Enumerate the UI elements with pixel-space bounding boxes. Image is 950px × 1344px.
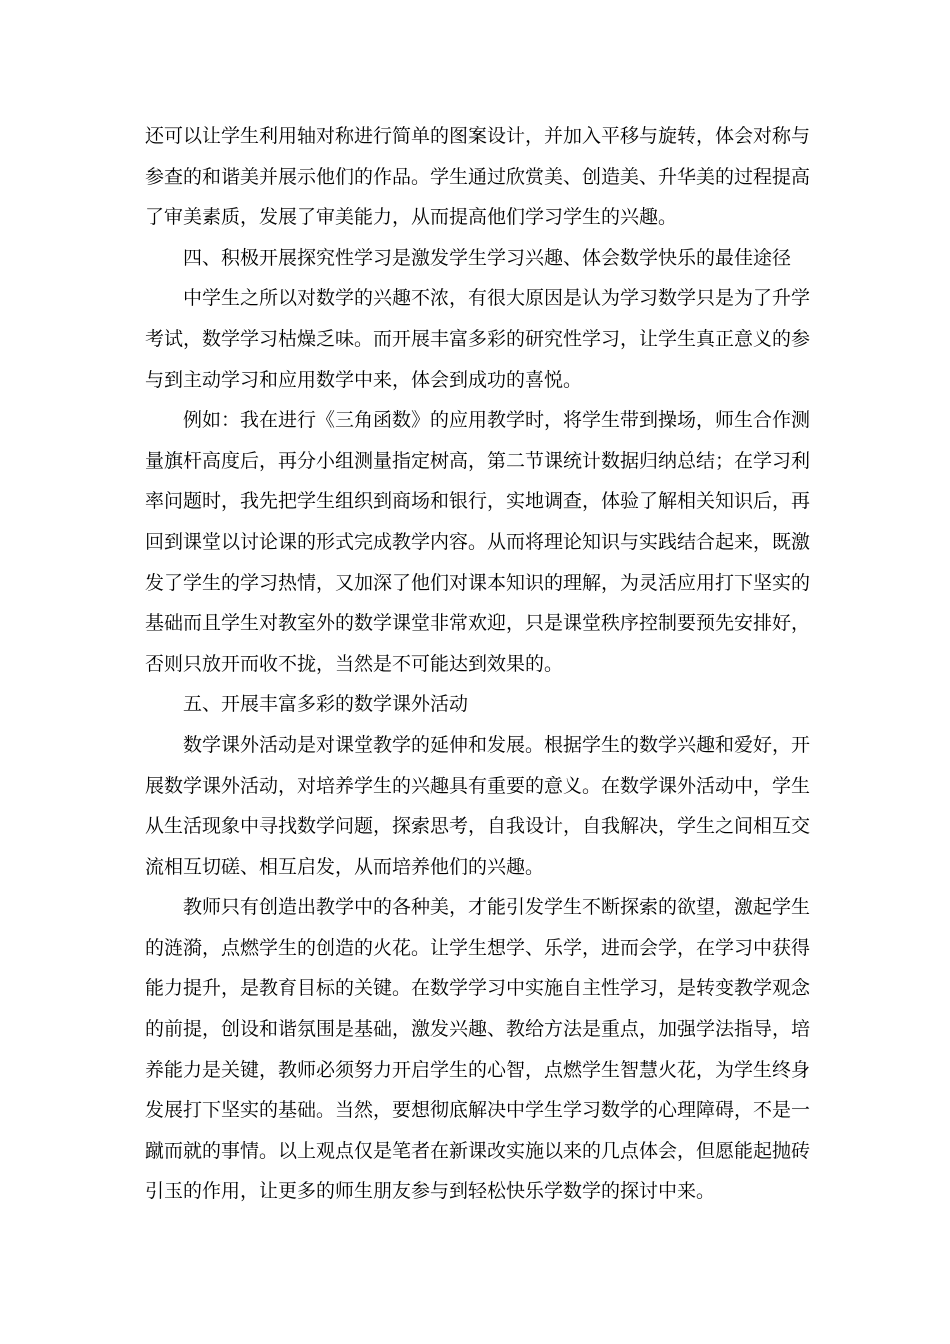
- paragraph-conclusion: 教师只有创造出教学中的各种美，才能引发学生不断探索的欲望，激起学生的涟漪，点燃学生的创造的火花。让学生想学、乐学，进而会学，在学习中获得能力提升，是教育目标的关键。在数学学习中实施自主性学习，是转变教学观念的前提，创设和谐氛围是基础，激发兴趣、教给方法是重点，加强学法指导，培养能力是关键，教师必须努力开启学生的心智，点燃学生智慧火花，为学生终身发展打下坚实的基础。当然，要想彻底解决中学生学习数学的心理障碍，不是一蹴而就的事情。以上观点仅是笔者在新课改实施以来的几点体会，但愿能起抛砖引玉的作用，让更多的师生朋友参与到轻松快乐学数学的探讨中来。: [145, 896, 811, 1203]
- paragraph-example: 例如：我在进行《三角函数》的应用教学时，将学生带到操场，师生合作测量旗杆高度后，再分小组测量指定树高，第二节课统计数据归纳总结；在学习利率问题时，我先把学生组织到商场和银行，实地调查，体验了解相关知识后，再回到课堂以讨论课的形式完成教学内容。从而将理论知识与实践结合起来，既激发了学生的学习热情，又加深了他们对课本知识的理解，为灵活应用打下坚实的基础而且学生对教室外的数学课堂非常欢迎，只是课堂秩序控制要预先安排好，否则只放开而收不拢，当然是不可能达到效果的。: [145, 409, 811, 675]
- paragraph-activities: 数学课外活动是对课堂教学的延伸和发展。根据学生的数学兴趣和爱好，开展数学课外活动，对培养学生的兴趣具有重要的意义。在数学课外活动中，学生从生活现象中寻找数学问题，探索思考，自我设计，自我解决，学生之间相互交流相互切磋、相互启发，从而培养他们的兴趣。: [145, 733, 811, 878]
- document-body: [145, 116, 810, 1212]
- paragraph-continuation: 还可以让学生利用轴对称进行简单的图案设计，并加入平移与旋转，体会对称与参查的和谐美并展示他们的作品。学生通过欣赏美、创造美、升华美的过程提高了审美素质，发展了审美能力，从而提高他们学习学生的兴趣。: [145, 125, 811, 229]
- section-heading-5: 五、开展丰富多彩的数学课外活动: [183, 693, 469, 716]
- paragraph-interest: 中学生之所以对数学的兴趣不浓，有很大原因是认为学习数学只是为了升学考试，数学学习枯燥乏味。而开展丰富多彩的研究性学习，让学生真正意义的参与到主动学习和应用数学中来，体会到成功的喜悦。: [145, 287, 811, 391]
- section-heading-4: 四、积极开展探究性学习是激发学生学习兴趣、体会数学快乐的最佳途径: [183, 246, 792, 269]
